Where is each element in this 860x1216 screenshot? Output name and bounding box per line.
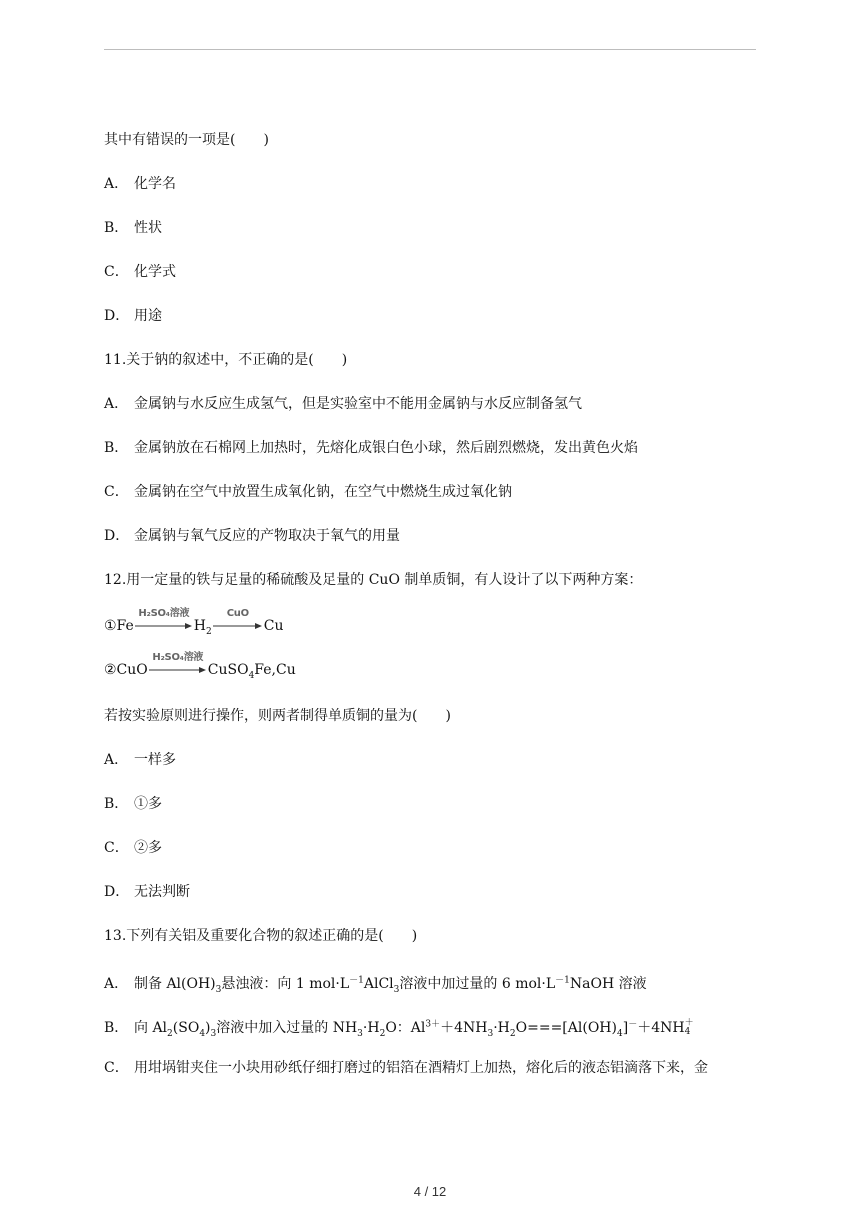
option-text: 金属钠在空气中放置生成氧化钠，在空气中燃烧生成过氧化钠 bbox=[134, 484, 512, 500]
q13-option-a[interactable] bbox=[104, 971, 647, 998]
scheme-1-start: ①Fe bbox=[104, 618, 134, 634]
reagent-label: H₂SO₄溶液 bbox=[152, 652, 204, 663]
q10-option-a[interactable] bbox=[104, 175, 176, 193]
reagent-label: CuO bbox=[226, 608, 249, 619]
reaction-arrow bbox=[213, 608, 263, 630]
option-text: 向 $Al_2(SO_4)_3$溶液中加入过量的 $NH_3\cdot H_2O$：$Al^{3+}+4NH_3\cdot H_2O===[Al(OH)_4]^-+4NH$ ＋ 4 bbox=[134, 1017, 694, 1039]
q11-option-c[interactable] bbox=[104, 483, 512, 501]
scheme-2-start: ②CuO bbox=[104, 662, 148, 678]
scheme-2 bbox=[104, 652, 296, 685]
q13-option-c[interactable] bbox=[104, 1059, 708, 1077]
option-text: 无法判断 bbox=[134, 884, 190, 900]
question-12-stem: 12.用一定量的铁与足量的稀硫酸及足量的 CuO 制单质铜，有人设计了以下两种方案： bbox=[104, 572, 643, 588]
option-letter: B． bbox=[104, 796, 129, 812]
q11-option-b[interactable] bbox=[104, 439, 638, 457]
reaction-arrow bbox=[149, 652, 207, 674]
q12-option-b[interactable] bbox=[104, 795, 162, 813]
option-letter: A． bbox=[104, 176, 129, 192]
option-letter: C． bbox=[104, 264, 129, 280]
option-text: 用途 bbox=[134, 308, 162, 324]
reagent-label: H₂SO₄溶液 bbox=[138, 608, 190, 619]
q13-option-b[interactable] bbox=[104, 1015, 694, 1042]
option-letter: B． bbox=[104, 220, 129, 236]
q10-option-c[interactable] bbox=[104, 263, 176, 281]
option-letter: D． bbox=[104, 884, 130, 900]
question-11-stem: 11.关于钠的叙述中，不正确的是( ) bbox=[104, 352, 348, 368]
q12-option-d[interactable] bbox=[104, 883, 190, 901]
page-number: 4 / 12 bbox=[413, 1184, 447, 1199]
option-text: 一样多 bbox=[134, 752, 176, 768]
scheme-2-intermediate: CuSO$_4$ bbox=[207, 662, 255, 681]
option-text: 性状 bbox=[134, 220, 162, 236]
q12-option-c[interactable] bbox=[104, 839, 162, 857]
option-text: 制备 $Al(OH)_3$悬浊液：向 1 $mol\cdot L^{-1}AlCl_3$溶液中加过量的 6 $mol\cdot L^{-1}NaOH$ 溶液 bbox=[134, 975, 647, 995]
option-text: 金属钠与氧气反应的产物取决于氧气的用量 bbox=[134, 528, 400, 544]
option-text: 化学名 bbox=[134, 176, 176, 192]
scheme-1-product: Cu bbox=[263, 618, 284, 634]
option-letter: B． bbox=[104, 440, 129, 456]
option-text: 金属钠放在石棉网上加热时，先熔化成银白色小球，然后剧烈燃烧，发出黄色火焰 bbox=[134, 440, 638, 456]
option-letter: A． bbox=[104, 975, 129, 992]
question-13-stem: 13.下列有关铝及重要化合物的叙述正确的是( ) bbox=[104, 928, 418, 944]
option-text: ②多 bbox=[134, 840, 162, 856]
option-text: ①多 bbox=[134, 796, 162, 812]
option-letter: D． bbox=[104, 308, 130, 324]
option-letter: A． bbox=[104, 752, 129, 768]
option-letter: A． bbox=[104, 396, 129, 412]
option-letter: C． bbox=[104, 484, 129, 500]
option-text: 用坩埚钳夹住一小块用砂纸仔细打磨过的铝箔在酒精灯上加热，熔化后的液态铝滴落下来，金 bbox=[134, 1060, 708, 1076]
header-rule bbox=[104, 49, 756, 50]
scheme-1-intermediate: $H_2$ bbox=[193, 618, 212, 637]
option-letter: C． bbox=[104, 840, 129, 856]
reaction-arrow bbox=[135, 608, 193, 630]
scheme-2-product: Fe,Cu bbox=[254, 662, 296, 678]
q10-option-b[interactable] bbox=[104, 219, 162, 237]
option-letter: D． bbox=[104, 528, 130, 544]
option-letter: B． bbox=[104, 1019, 129, 1036]
question-12-question: 若按实验原则进行操作，则两者制得单质铜的量为( ) bbox=[104, 708, 451, 724]
option-text: 金属钠与水反应生成氢气，但是实验室中不能用金属钠与水反应制备氢气 bbox=[134, 396, 582, 412]
q11-option-d[interactable] bbox=[104, 527, 400, 545]
q12-option-a[interactable] bbox=[104, 751, 176, 769]
q10-option-d[interactable] bbox=[104, 307, 162, 325]
q11-option-a[interactable] bbox=[104, 395, 582, 413]
question-10-stem: 其中有错误的一项是( ) bbox=[104, 132, 269, 148]
scheme-1 bbox=[104, 608, 284, 641]
option-text: 化学式 bbox=[134, 264, 176, 280]
option-letter: C． bbox=[104, 1060, 129, 1076]
